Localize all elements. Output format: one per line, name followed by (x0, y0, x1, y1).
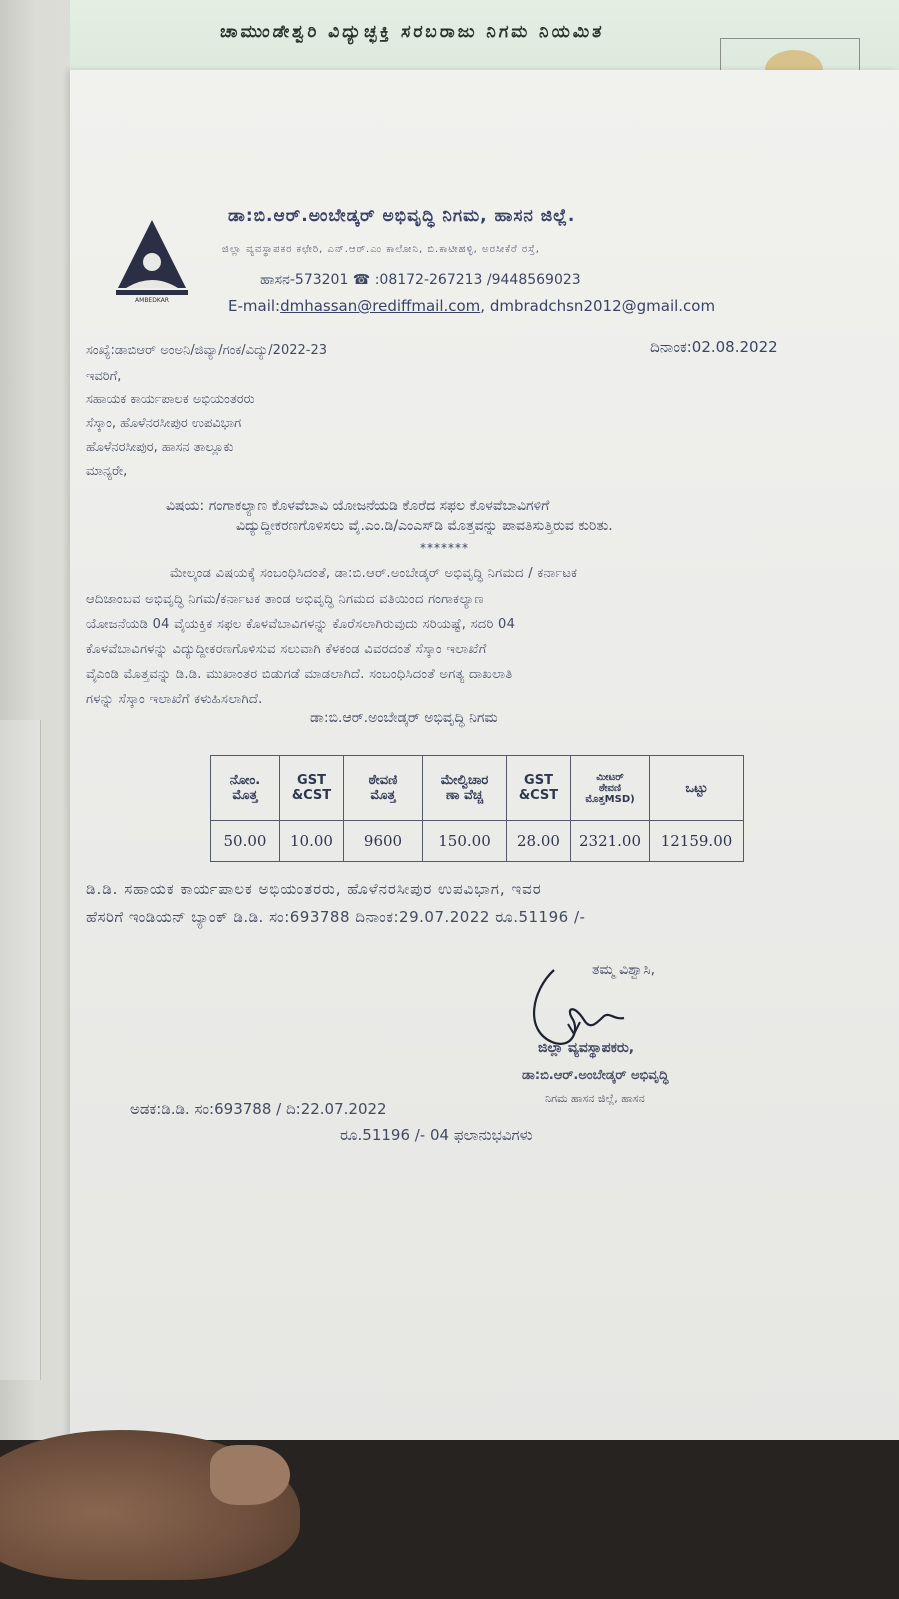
table-header-cell: ಮೀಟರ್ ಠೇವಣಿ ಮೊತ್ತMSD) (571, 756, 650, 821)
body-line: ಕೊಳವೆಬಾವಿಗಳನ್ನು ವಿದ್ಯುದ್ದೀಕರಣಗೊಳಿಸುವ ಸಲುವಾಗಿ ಕೆಳಕಂಡ ವಿವರದಂತೆ ಸೆಸ್ಕಾಂ ಇಲಾಖೆಗೆ (86, 642, 487, 657)
body-line: ಆದಿಜಾಂಬವ ಅಭಿವೃದ್ಧಿ ನಿಗಮ/ಕರ್ನಾಟಕ ತಾಂಡ ಅಭಿವೃದ್ಧಿ ನಿಗಮದ ವತಿಯಿಂದ ಗಂಗಾಕಲ್ಯಾಣ (86, 592, 484, 607)
reference-number: ಸಂಖ್ಯೆ:ಡಾಬಿಆರ್ ಅಂಅನಿ/ಜಿವ್ಯಾ/ಗಂಕ/ವಿದ್ಯು/2022-23 (86, 343, 328, 358)
table-header-cell: GST &CST (280, 756, 344, 821)
signatory-place: ನಿಗಮ ಹಾಸನ ಜಿಲ್ಲೆ, ಹಾಸನ (545, 1092, 645, 1105)
dd-line-2: ಹೆಸರಿಗೆ ಇಂಡಿಯನ್ ಬ್ಯಾಂಕ್ ಡಿ.ಡಿ. ಸಂ:693788 ದಿನಾಂಕ:29.07.2022 ರೂ.51196 /- (86, 908, 586, 926)
table-cell: 150.00 (423, 821, 507, 862)
table-header-cell: ಒಟ್ಟು (650, 756, 744, 821)
logo-text: AMBEDKAR (135, 297, 169, 304)
addressee-line: ಮಾನ್ಯರೇ, (86, 464, 128, 479)
table-header-cell: ಮೇಲ್ವಿಚಾರ ಣಾ ವೆಚ್ಚ (423, 756, 507, 821)
table-cell: 2321.00 (571, 821, 650, 862)
table-cell: 12159.00 (650, 821, 744, 862)
table-header-cell: ಠೇವಣಿ ಮೊತ್ತ (344, 756, 423, 821)
email-link-2[interactable]: , dmbradchsn2012@gmail.com (480, 297, 716, 315)
dd-line-1: ಡಿ.ಡಿ. ಸಹಾಯಕ ಕಾರ್ಯಪಾಲಕ ಅಭಿಯಂತರರು, ಹೊಳೆನರಸೀಪುರ ಉಪವಿಭಾಗ, ಇವರ (86, 880, 542, 898)
table-cell: 50.00 (211, 821, 280, 862)
subject-line-1: ವಿಷಯ: ಗಂಗಾಕಲ್ಯಾಣ ಕೊಳವೆಬಾವಿ ಯೋಜನೆಯಡಿ ಕೊರೆದ ಸಫಲ ಕೊಳವೆಬಾವಿಗಳಿಗೆ (166, 498, 550, 514)
email-label: E-mail: (228, 297, 281, 315)
letterhead-title: ಡಾ:ಬಿ.ಆರ್.ಅಂಬೇಡ್ಕರ್ ಅಭಿವೃದ್ಧಿ ನಿಗಮ, ಹಾಸನ ಜಿಲ್ಲೆ. (228, 206, 576, 226)
signatory-org: ಡಾ:ಬಿ.ಆರ್.ಅಂಬೇಡ್ಕರ್ ಅಭಿವೃದ್ಧಿ (522, 1068, 669, 1083)
subject-line-2: ವಿದ್ಯುದ್ದೀಕರಣಗೊಳಿಸಲು ವೈ.ಎಂ.ಡಿ/ಎಂಎಸ್‌ಡಿ ಮೊತ್ತವನ್ನು ಪಾವತಿಸುತ್ತಿರುವ ಕುರಿತು. (236, 518, 613, 534)
signatory-name: ಜಿಲ್ಲಾ ವ್ಯವಸ್ಥಾಪಕರು, (538, 1040, 635, 1056)
table-header-cell: ನೋಂ. ಮೊತ್ತ (211, 756, 280, 821)
under-sheet (0, 720, 41, 1380)
table-cell: 28.00 (507, 821, 571, 862)
letterhead-email (228, 297, 715, 315)
closing: ತಮ್ಮ ವಿಶ್ವಾಸಿ, (592, 962, 656, 978)
body-line: ಯೋಜನೆಯಡಿ 04 ವೈಯಕ್ತಿಕ ಸಫಲ ಕೊಳವೆಬಾವಿಗಳನ್ನು ಕೊರೆಸಲಾಗಿರುವುದು ಸರಿಯಷ್ಟೆ, ಸದರಿ 04 (86, 617, 516, 632)
ambedkar-logo (112, 216, 192, 308)
top-strip-text: ಚಾಮುಂಡೇಶ್ವರಿ ವಿದ್ಯುಚ್ಛಕ್ತಿ ಸರಬರಾಜು ನಿಗಮ ನಿಯಮಿತ (218, 22, 606, 42)
addressee-line: ಸೆಸ್ಕಾಂ, ಹೊಳೆನರಸೀಪುರ ಉಪವಿಭಾಗ (86, 416, 242, 431)
letter-date: ದಿನಾಂಕ:02.08.2022 (650, 338, 778, 356)
payment-table (210, 755, 744, 862)
addressee-line: ಇವರಿಗೆ, (86, 369, 122, 384)
body-line: ಮೇಲ್ಕಂಡ ವಿಷಯಕ್ಕೆ ಸಂಬಂಧಿಸಿದಂತೆ, ಡಾ:ಬಿ.ಆರ್.ಅಂಬೇಡ್ಕರ್ ಅಭಿವೃದ್ಧಿ ನಿಗಮದ / ಕರ್ನಾಟಕ (170, 566, 578, 581)
table-cell: 9600 (344, 821, 423, 862)
organization-line: ಡಾ:ಬಿ.ಆರ್.ಅಂಬೇಡ್ಕರ್ ಅಭಿವೃದ್ಧಿ ನಿಗಮ (310, 710, 498, 726)
table-cell: 10.00 (280, 821, 344, 862)
table-header-row (211, 756, 744, 821)
email-link-1[interactable]: dmhassan@rediffmail.com (280, 297, 481, 315)
body-line: ವೈಎಂಡಿ ಮೊತ್ತವನ್ನು ಡಿ.ಡಿ. ಮುಖಾಂತರ ಬಿಡುಗಡೆ ಮಾಡಲಾಗಿದೆ. ಸಂಬಂಧಿಸಿದಂತೆ ಅಗತ್ಯ ದಾಖಲಾತಿ (86, 667, 513, 682)
table-row (211, 821, 744, 862)
letterhead-phone: ಹಾಸನ-573201 ☎ :08172-267213 /9448569023 (260, 272, 581, 288)
table-header-cell: GST &CST (507, 756, 571, 821)
body-line: ಗಳನ್ನು ಸೆಸ್ಕಾಂ ಇಲಾಖೆಗೆ ಕಳುಹಿಸಲಾಗಿದೆ. (86, 692, 263, 707)
signature (514, 960, 724, 1080)
enclosure-line-2: ರೂ.51196 /- 04 ಫಲಾನುಭವಿಗಳು (340, 1126, 533, 1144)
letterhead-address: ಜಿಲ್ಲಾ ವ್ಯವಸ್ಥಾಪಕರ ಕಛೇರಿ, ಎನ್.ಆರ್.ಎಂ ಕಾಲೋನಿ, ಬಿ.ಕಾಟೀಹಳ್ಳಿ, ಅರಸೀಕೆರೆ ರಸ್ತೆ, (222, 244, 540, 255)
addressee-line: ಹೊಳೆನರಸೀಪುರ, ಹಾಸನ ತಾಲ್ಲೂಕು (86, 440, 234, 455)
addressee-line: ಸಹಾಯಕ ಕಾರ್ಯಪಾಲಕ ಅಭಿಯಂತರರು (86, 392, 255, 407)
thumb-nail (210, 1445, 290, 1505)
enclosure-line-1: ಅಡಕ:ಡಿ.ಡಿ. ಸಂ:693788 / ದಿ:22.07.2022 (130, 1100, 387, 1118)
separator: ******* (420, 541, 469, 555)
